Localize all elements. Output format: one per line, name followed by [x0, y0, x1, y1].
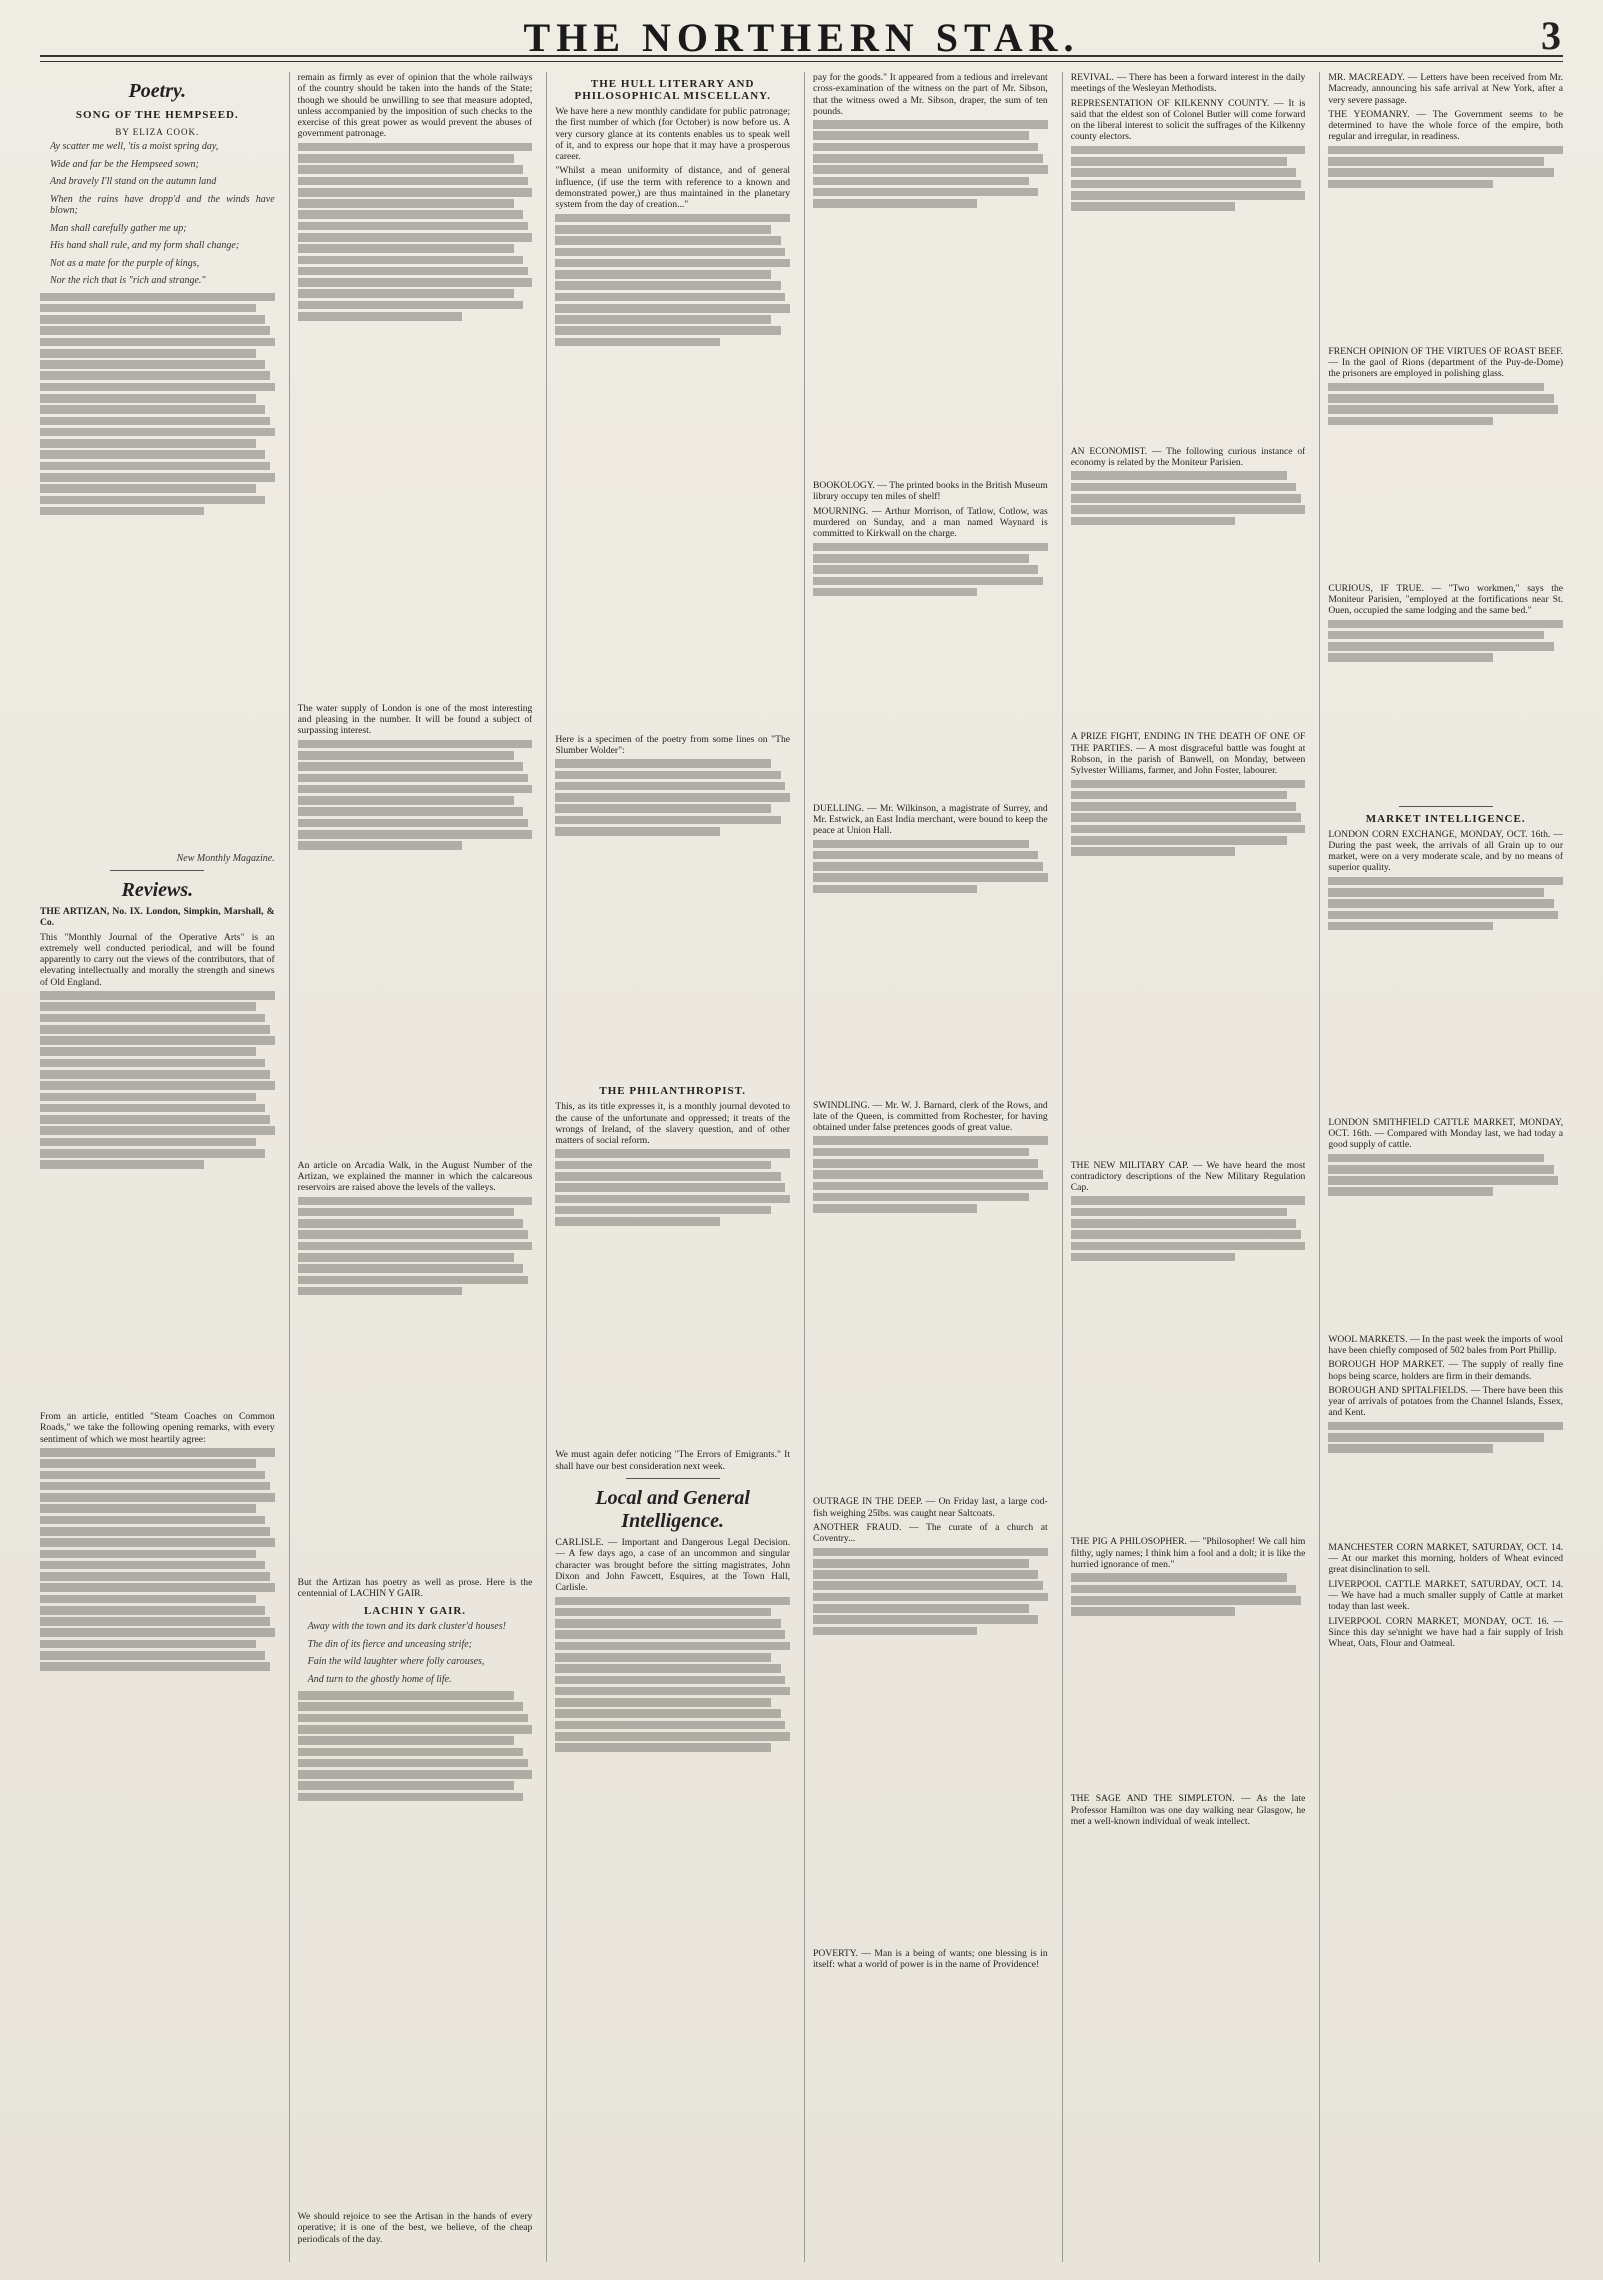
- article-paragraph: MANCHESTER CORN MARKET, SATURDAY, OCT. 14. — At our market this morning, holders of Wheat evinced great disinclination to sell.: [1328, 1541, 1564, 1576]
- song-credit: New Monthly Magazine.: [176, 852, 275, 864]
- text-filler: [1071, 1573, 1306, 1793]
- song-line: Ay scatter me well, 'tis a moist spring day,: [50, 141, 219, 152]
- column-5: [1062, 72, 1306, 2262]
- article-paragraph: BOROUGH AND SPITALFIELDS. — There have been this year of arrivals of potatoes from the Channel Islands, Essex, and Kent.: [1328, 1384, 1564, 1419]
- article-paragraph: LIVERPOOL CATTLE MARKET, SATURDAY, OCT. 14. — We have had a much smaller supply of Cattle at market today than last week.: [1328, 1578, 1564, 1613]
- article-paragraph: BOOKOLOGY. — The printed books in the British Museum library occupy ten miles of shelf!: [813, 480, 1048, 503]
- poem-title: LACHIN Y GAIR.: [363, 1605, 467, 1618]
- song-author: BY ELIZA COOK.: [115, 127, 200, 137]
- article-paragraph: CURIOUS, IF TRUE. — "Two workmen," says the Moniteur Parisien, "employed at the fortifications near St. Ouen, occupied the same lodging and the same bed.": [1328, 582, 1564, 617]
- text-filler: [555, 759, 790, 1079]
- text-filler: [1071, 780, 1306, 1160]
- text-filler: [40, 1448, 275, 2248]
- article-paragraph: Here is a specimen of the poetry from some lines on "The Slumber Wolder":: [555, 733, 791, 756]
- article-paragraph: MOURNING. — Arthur Morrison, of Tatlow, Cotlow, was murdered on Sunday, and a man named Waynard is committed to Kirkwall on the charge.: [813, 505, 1048, 540]
- text-filler: [555, 214, 790, 734]
- masthead-rule: [40, 55, 1563, 62]
- article-paragraph: MR. MACREADY. — Letters have been received from Mr. Macready, announcing his safe arrival at New York, after a very severe passage.: [1328, 72, 1564, 106]
- philanthropist-heading: THE PHILANTHROPIST.: [599, 1085, 746, 1098]
- column-1: [40, 72, 275, 2262]
- text-filler: [1328, 146, 1563, 346]
- text-filler: [813, 840, 1048, 1100]
- article-paragraph: An article on Arcadia Walk, in the August Number of the Artizan, we explained the manner in which the calcareous reservoirs are raised above the levels of the valleys.: [297, 1159, 533, 1194]
- column-4: [804, 72, 1048, 2262]
- article-paragraph: POVERTY. — Man is a being of wants; one blessing is in itself: what a world of power is in the name of Providence!: [813, 1947, 1048, 1970]
- article-paragraph: We must again defer noticing "The Errors of Emigrants." It shall have our best consideration next week.: [555, 1449, 791, 1472]
- review-paragraph: This "Monthly Journal of the Operative Arts" is an extremely well conducted periodical, and will be found apparently to carry out the views of the contributors, that of elevating intellectually and morally the strength and sinews of Old England.: [40, 931, 275, 988]
- song-title: SONG OF THE HEMPSEED.: [75, 109, 239, 121]
- song-line: Wide and far be the Hempseed sown;: [50, 158, 199, 170]
- song-line: And bravely I'll stand on the autumn land: [50, 176, 217, 187]
- article-paragraph: THE YEOMANRY. — The Government seems to be determined to have the whole force of the empire, both regular and irregular, in readiness.: [1328, 108, 1564, 143]
- article-paragraph: SWINDLING. — Mr. W. J. Barnard, clerk of the Rows, and late of the Queen, is committed from Rochester, for having obtained under false pretences goods of great value.: [813, 1099, 1048, 1134]
- text-filler: [813, 543, 1048, 803]
- article-paragraph: ANOTHER FRAUD. — The curate of a church at Coventry...: [813, 1522, 1048, 1545]
- poem-line: And turn to the ghostly home of life.: [307, 1673, 452, 1685]
- text-filler: [813, 120, 1048, 480]
- text-filler: [298, 1691, 533, 2211]
- hull-heading: THE HULL LITERARY AND PHILOSOPHICAL MISCELLANY.: [574, 78, 771, 102]
- article-paragraph: The water supply of London is one of the most interesting and pleasing in the number. It will be found a subject of surpassing interest.: [297, 702, 533, 737]
- song-line: His hand shall rule, and my form shall change;: [50, 240, 240, 251]
- divider: [626, 1478, 720, 1479]
- article-paragraph: remain as firmly as ever of opinion that the whole railways of the country should be taken into the hands of the State; though we should be unwilling to see that measure adopted, unless accompanied by the imposition of such checks to the exercise of this great power as would prevent the abuses of government patronage.: [297, 72, 533, 140]
- reviews-heading: Reviews.: [121, 879, 194, 901]
- article-paragraph: THE PIG A PHILOSOPHER. — "Philosopher! We call him filthy, ugly names; I think him a fool and a dolt; it is like the hurried ignorance of men.": [1070, 1536, 1306, 1571]
- article-paragraph: pay for the goods." It appeared from a tedious and irrelevant cross-examination of the witness on the part of Mr. Sibson, that the witness owed a Mr. Sibson, draper, the sum of ten pounds.: [813, 72, 1048, 117]
- text-filler: [1328, 1422, 1563, 1542]
- divider: [1399, 806, 1493, 807]
- masthead-title: THE NORTHERN STAR.: [523, 15, 1080, 60]
- article-paragraph: "Whilst a mean uniformity of distance, and of general influence, (if use the term with reference to a known and demonstrated power,) are thus maintained in the planetary system from the day of creation...": [555, 165, 791, 211]
- song-line: Not as a mate for the purple of kings,: [50, 257, 200, 269]
- column-2: [289, 72, 533, 2262]
- article-paragraph: A PRIZE FIGHT, ENDING IN THE DEATH OF ONE OF THE PARTIES. — A most disgraceful battle was fought at Robson, in the parish of Banwell, on Monday, between Sylvester Williams, farmer, and John Foster, labourer.: [1070, 731, 1306, 777]
- page-number: 3: [1541, 13, 1561, 58]
- poem-line: The din of its fierce and unceasing strife;: [307, 1638, 473, 1650]
- article-paragraph: This, as its title expresses it, is a monthly journal devoted to the cause of the unfortunate and oppressed; it treats of the wrongs of Ireland, of the slavery question, and of other matters of social reform.: [555, 1101, 791, 1147]
- article-paragraph: We have here a new monthly candidate for public patronage; the first number of which (for October) is now before us. A very cursory glance at its contents enables us to speak well of it, and to express our hope that it may have a prosperous career.: [555, 106, 791, 163]
- local-intelligence-heading: Local and General Intelligence.: [595, 1487, 750, 1533]
- article-paragraph: REVIVAL. — There has been a forward interest in the daily meetings of the Wesleyan Methodists.: [1070, 72, 1306, 95]
- text-filler: [1328, 383, 1563, 583]
- article-paragraph: BOROUGH HOP MARKET. — The supply of really fine hops being scarce, holders are firm in their demands.: [1328, 1359, 1564, 1382]
- text-filler: [40, 293, 275, 853]
- text-filler: [1071, 1196, 1306, 1536]
- article-paragraph: THE NEW MILITARY CAP. — We have heard the most contradictory descriptions of the New Military Regulation Cap.: [1070, 1159, 1306, 1194]
- article-paragraph: LONDON SMITHFIELD CATTLE MARKET, MONDAY, OCT. 16th. — Compared with Monday last, we had today a good supply of cattle.: [1328, 1116, 1564, 1151]
- text-filler: [1071, 146, 1306, 446]
- song-line: Man shall carefully gather me up;: [50, 222, 187, 234]
- text-filler: [555, 1149, 790, 1449]
- article-paragraph: THE SAGE AND THE SIMPLETON. — As the late Professor Hamilton was one day walking near Glasgow, he met a well-known individual of weak intellect.: [1070, 1793, 1306, 1827]
- article-paragraph: CARLISLE. — Important and Dangerous Legal Decision. — A few days ago, a case of an uncommon and singular character was brought before the sitting magistrates, John Dixon and John Fawcett, Esquires, at the Town Hall, Carlisle.: [555, 1537, 791, 1594]
- article-paragraph: We should rejoice to see the Artisan in the hands of every operative; it is one of the best, we believe, of the cheap periodicals of the day.: [297, 2211, 533, 2245]
- poem-line: Fain the wild laughter where folly carouses,: [307, 1656, 485, 1668]
- poem-line: Away with the town and its dark cluster'd houses!: [307, 1621, 506, 1633]
- article-paragraph: FRENCH OPINION OF THE VIRTUES OF ROAST BEEF. — In the gaol of Rions (department of the Puy-de-Dome) the prisoners are employed in polishing glass.: [1328, 345, 1564, 380]
- text-filler: [1071, 471, 1306, 731]
- song-line: Nor the rich that is "rich and strange.": [50, 275, 206, 286]
- text-filler: [298, 740, 533, 1160]
- text-filler: [298, 1197, 533, 1577]
- article-paragraph: DUELLING. — Mr. Wilkinson, a magistrate of Surrey, and Mr. Estwick, an East India merchant, were bound to keep the peace at Union Hall.: [813, 802, 1048, 837]
- article-paragraph: AN ECONOMIST. — The following curious instance of economy is related by the Moniteur Parisien.: [1070, 445, 1306, 469]
- text-filler: [1328, 620, 1563, 800]
- text-filler: [555, 1597, 790, 2197]
- column-6: [1319, 72, 1563, 2262]
- text-filler: [40, 991, 275, 1411]
- text-filler: [1328, 1154, 1563, 1334]
- article-paragraph: WOOL MARKETS. — In the past week the imports of wool have been chiefly composed of 502 bales from Port Phillip.: [1328, 1333, 1564, 1356]
- text-filler: [813, 1136, 1048, 1496]
- divider: [110, 870, 204, 871]
- article-paragraph: LIVERPOOL CORN MARKET, MONDAY, OCT. 16. — Since this day se'nnight we have had a fair supply of Irish Wheat, Oats, Flour and Oatmeal.: [1328, 1615, 1564, 1650]
- song-line: When the rains have dropp'd and the winds have blown;: [50, 193, 275, 216]
- text-filler: [1328, 877, 1563, 1117]
- text-filler: [813, 1548, 1048, 1948]
- article-paragraph: But the Artizan has poetry as well as prose. Here is the centennial of LACHIN Y GAIR.: [297, 1576, 533, 1599]
- column-3: [546, 72, 790, 2262]
- article-paragraph: LONDON CORN EXCHANGE, MONDAY, OCT. 16th. — During the past week, the arrivals of all Grain up to our market, were on a very moderate scale, and by no means of superior quality.: [1328, 828, 1564, 874]
- columns: [40, 72, 1563, 2262]
- masthead: [40, 6, 1563, 62]
- poetry-heading: Poetry.: [128, 80, 187, 102]
- article-paragraph: REPRESENTATION OF KILKENNY COUNTY. — It is said that the eldest son of Colonel Butler will come forward on the liberal interest to solicit the suffrages of the Kilkenny county electors.: [1070, 97, 1306, 143]
- text-filler: [298, 143, 533, 703]
- review-title: THE ARTIZAN, No. IX. London, Simpkin, Marshall, & Co.: [40, 906, 275, 929]
- article-paragraph: OUTRAGE IN THE DEEP. — On Friday last, a large cod-fish weighing 25lbs. was caught near Saltcoats.: [813, 1496, 1048, 1519]
- market-intelligence-heading: MARKET INTELLIGENCE.: [1365, 812, 1526, 825]
- review-paragraph: From an article, entitled "Steam Coaches on Common Roads," we take the following opening remarks, with every sentiment of which we most heartily agree:: [40, 1411, 275, 1445]
